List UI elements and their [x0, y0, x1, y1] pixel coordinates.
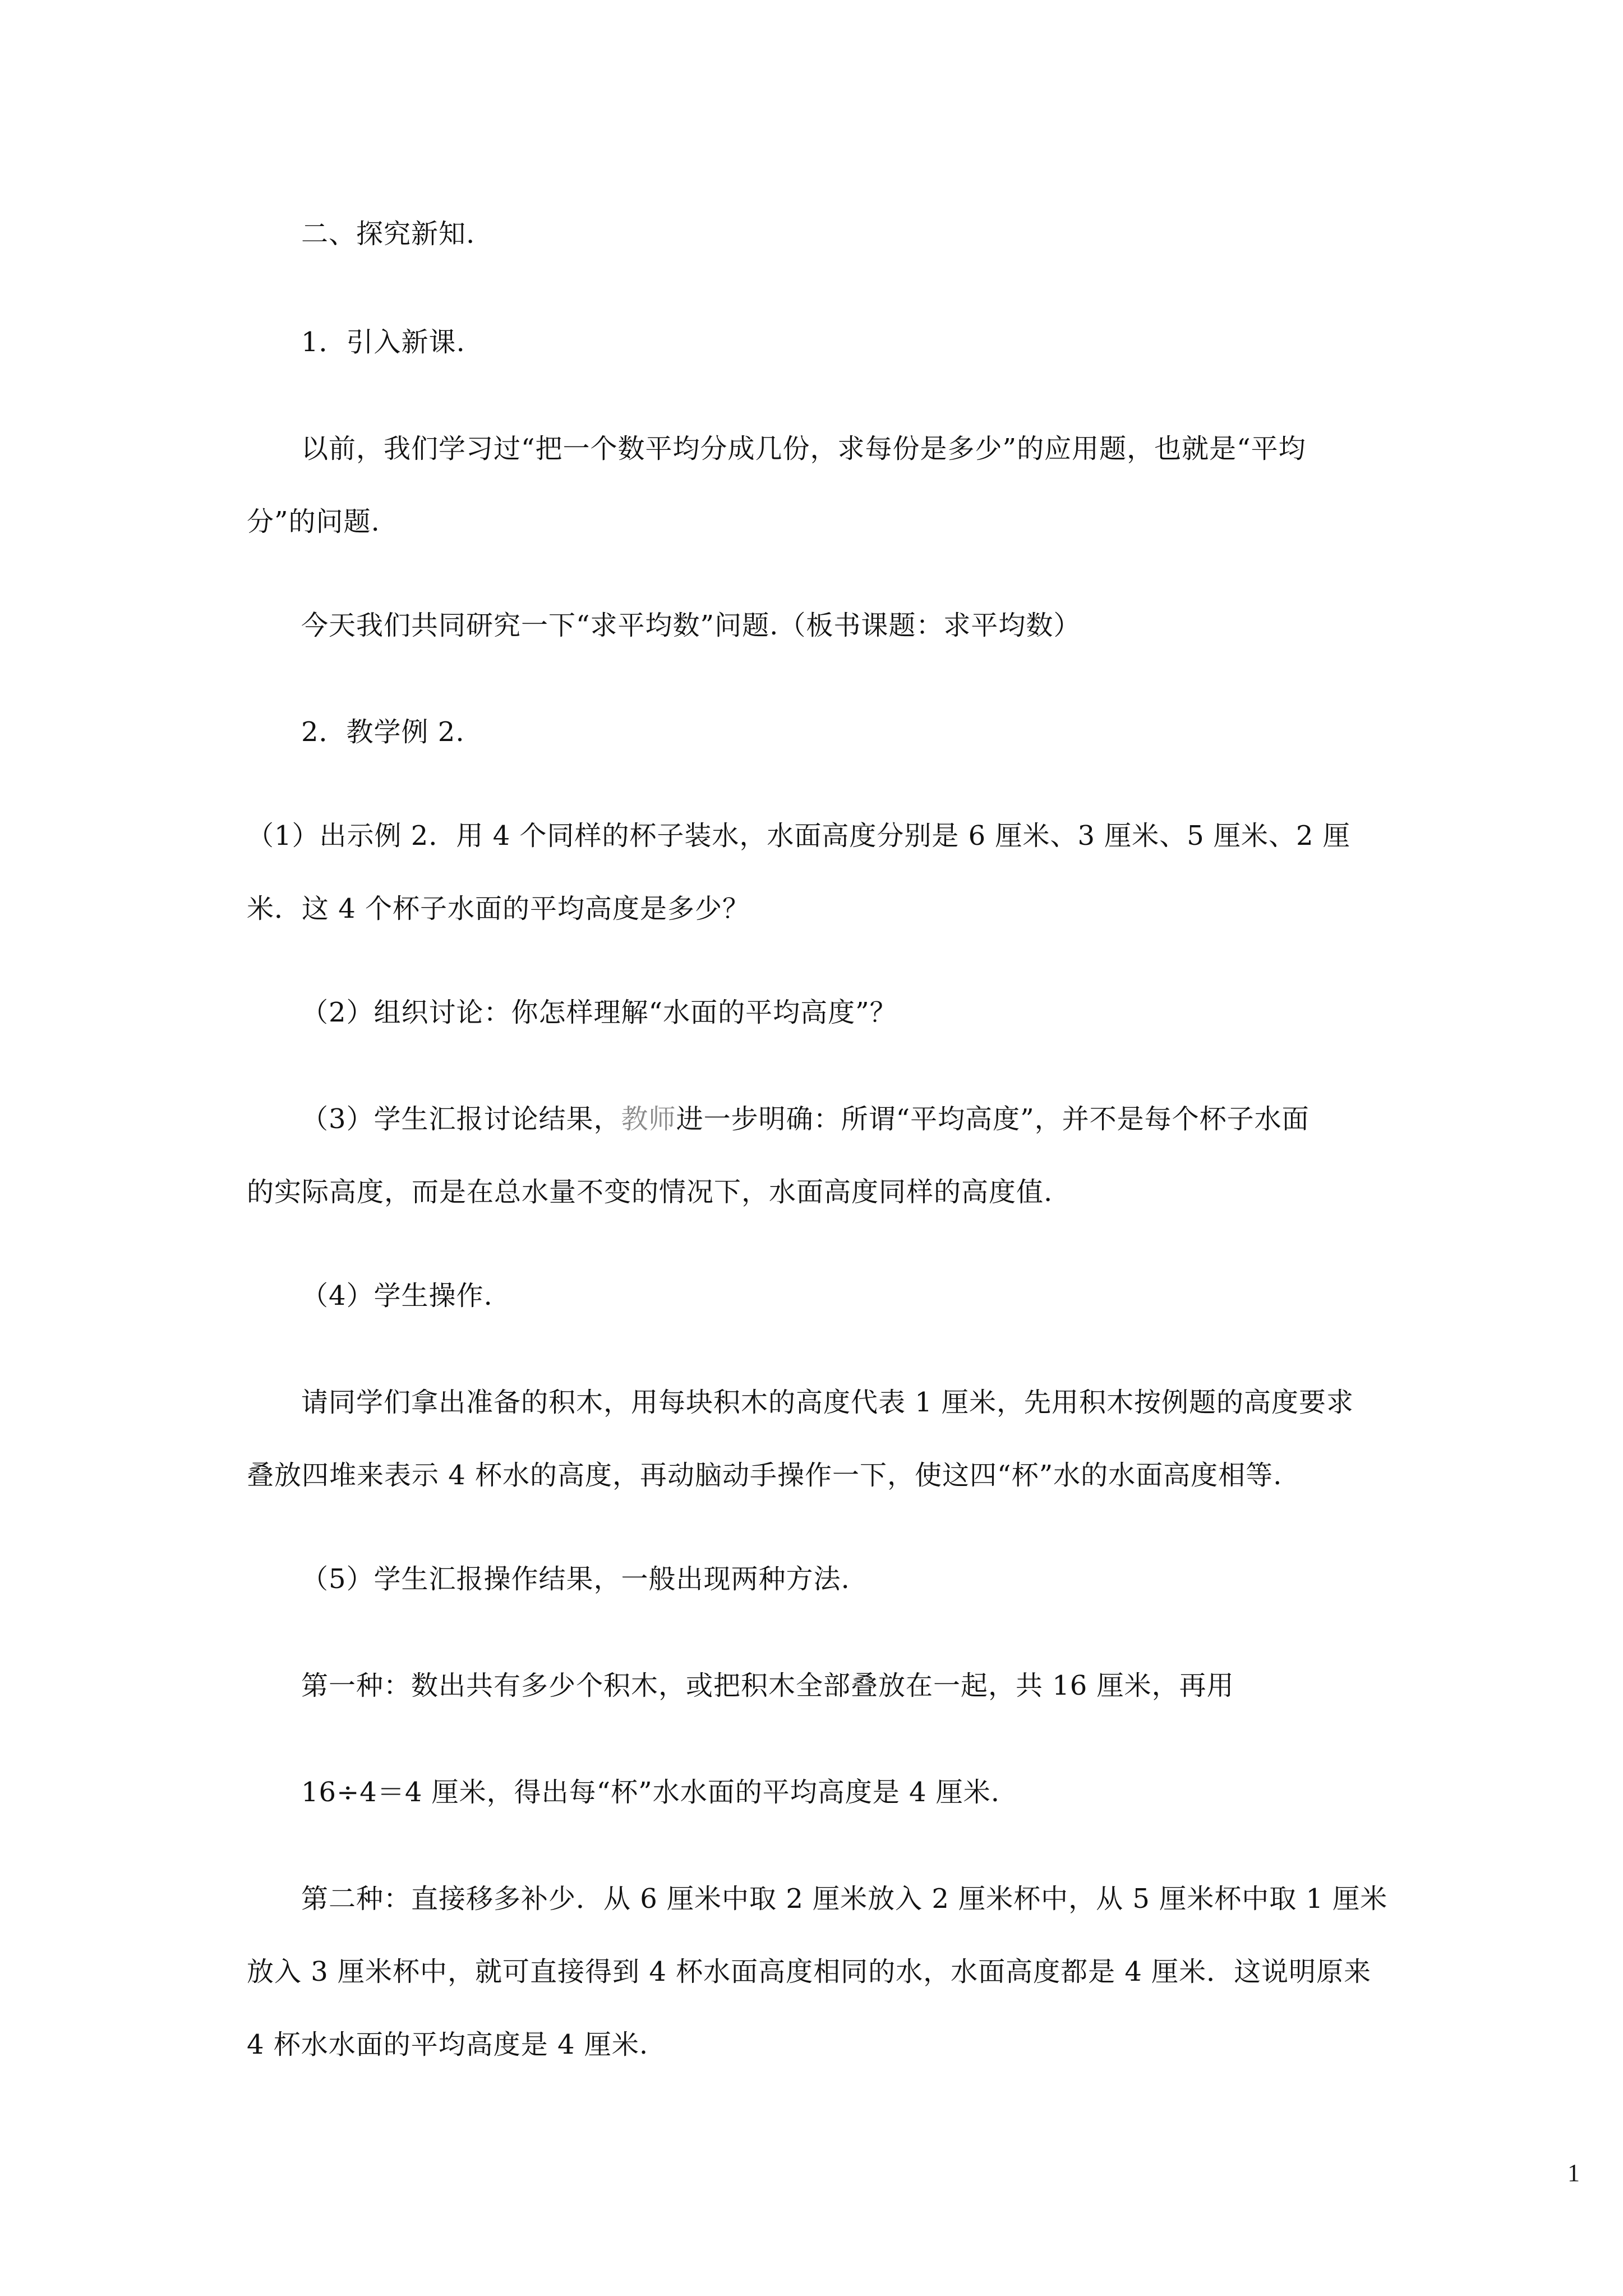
paragraph-line: 分”的问题. [247, 506, 380, 537]
text-segment: （3）学生汇报讨论结果， [301, 1103, 621, 1135]
paragraph-line [301, 1102, 1310, 1136]
paragraph-line: 请同学们拿出准备的积木，用每块积木的高度代表 1 厘米，先用积木按例题的高度要求 [301, 1387, 1354, 1418]
paragraph-line: 第二种：直接移多补少．从 6 厘米中取 2 厘米放入 2 厘米杯中，从 5 厘米杯中取 1 厘米 [301, 1883, 1388, 1915]
paragraph-line: 第一种：数出共有多少个积木，或把积木全部叠放在一起，共 16 厘米，再用 [301, 1670, 1234, 1701]
paragraph-line: （1）出示例 2．用 4 个同样的杯子装水，水面高度分别是 6 厘米、3 厘米、5 厘米、2 厘 [247, 820, 1350, 852]
text-segment-teacher: 教师 [621, 1103, 676, 1135]
section-heading: 二、探究新知. [301, 218, 476, 250]
paragraph-line: 16÷4＝4 厘米，得出每“杯”水水面的平均高度是 4 厘米. [301, 1777, 1000, 1808]
paragraph-line: （4）学生操作. [301, 1280, 493, 1312]
paragraph-line: 叠放四堆来表示 4 杯水的高度，再动脑动手操作一下，使这四“杯”水的水面高度相等. [247, 1460, 1283, 1491]
page-number: 1 [1567, 2159, 1580, 2187]
paragraph-line: （5）学生汇报操作结果，一般出现两种方法. [301, 1563, 850, 1595]
subsection-heading-example: 2．教学例 2. [301, 716, 465, 748]
paragraph-line: 以前，我们学习过“把一个数平均分成几份，求每份是多少”的应用题，也就是“平均 [301, 433, 1306, 464]
paragraph-line: 放入 3 厘米杯中，就可直接得到 4 杯水面高度相同的水，水面高度都是 4 厘米．这说明原来 [247, 1956, 1372, 1987]
text-segment: 进一步明确：所谓“平均高度”，并不是每个杯子水面 [676, 1103, 1310, 1135]
subsection-heading-intro: 1．引入新课. [301, 326, 465, 358]
paragraph-line: 米．这 4 个杯子水面的平均高度是多少？ [247, 893, 750, 924]
paragraph-line: 今天我们共同研究一下“求平均数”问题.（板书课题：求平均数） [301, 610, 1081, 641]
paragraph-line: （2）组织讨论：你怎样理解“水面的平均高度”？ [301, 997, 897, 1028]
paragraph-line: 4 杯水水面的平均高度是 4 厘米. [247, 2029, 649, 2060]
paragraph-line: 的实际高度，而是在总水量不变的情况下，水面高度同样的高度值. [247, 1176, 1053, 1208]
